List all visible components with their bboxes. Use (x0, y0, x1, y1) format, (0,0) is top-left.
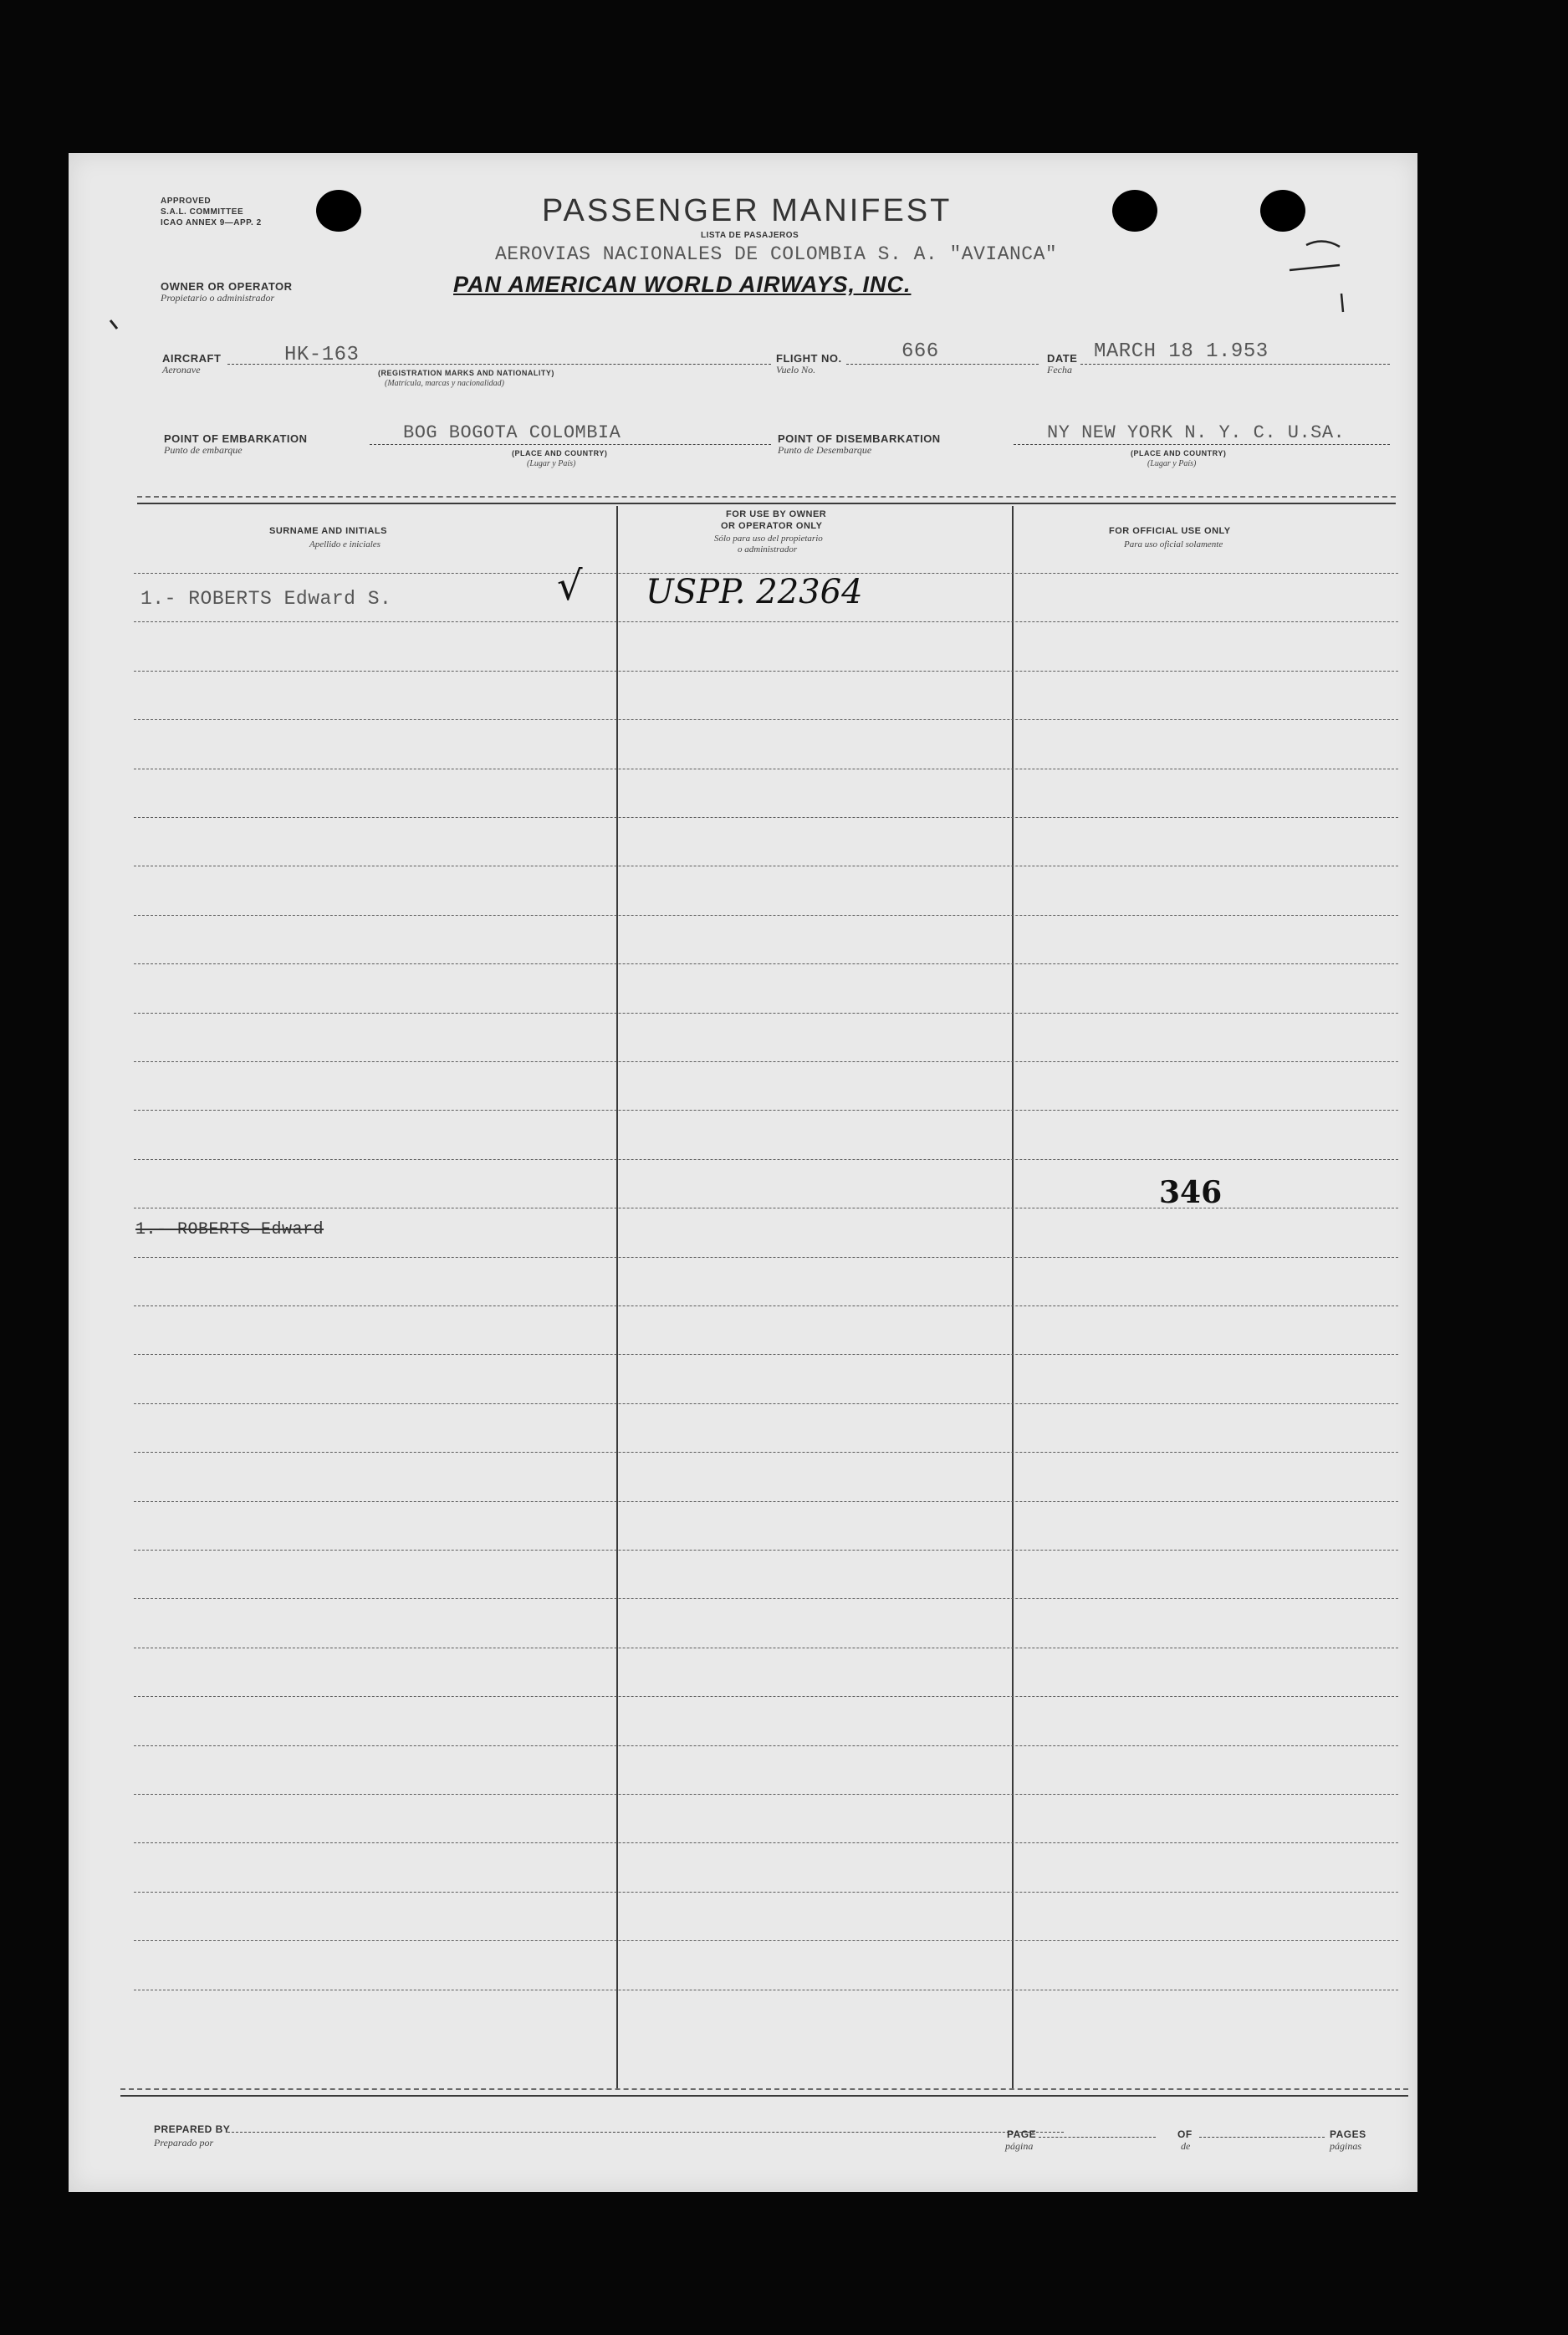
col-owner-header-es-2: o administrador (738, 544, 798, 554)
table-row-line (134, 1794, 1398, 1795)
approval-line-1: APPROVED (161, 197, 212, 206)
table-row-line (134, 1110, 1398, 1111)
aircraft-label-es: Aeronave (162, 364, 201, 376)
page-underline (1039, 2137, 1156, 2138)
table-row-line (134, 1159, 1398, 1160)
col-owner-header-es-1: Sólo para uso del propietario (714, 534, 823, 544)
disembark-label: POINT OF DISEMBARKATION (778, 432, 941, 445)
table-row-line (134, 671, 1398, 672)
table-row-line (134, 1892, 1398, 1893)
embark-hint: (PLACE AND COUNTRY) (512, 449, 608, 457)
punch-hole (1112, 190, 1157, 232)
pages-label: PAGES (1330, 2128, 1366, 2140)
embark-label-es: Punto de embarque (164, 444, 243, 456)
table-row-line (134, 1061, 1398, 1062)
table-row-line (134, 1452, 1398, 1453)
table-row-line (134, 1598, 1398, 1599)
table-row-line (134, 1842, 1398, 1843)
disembark-label-es: Punto de Desembarque (778, 444, 872, 456)
passenger-row-1-name: 1.- ROBERTS Edward S. (140, 588, 392, 610)
of-label-es: de (1181, 2140, 1191, 2152)
official-number-stamp: 346 (1159, 1175, 1223, 1210)
struck-out-entry: 1.- ROBERTS Edward (135, 1220, 324, 1239)
flight-label: FLIGHT NO. (776, 352, 842, 365)
column-divider-1 (616, 506, 618, 2088)
aircraft-value: HK-163 (284, 344, 360, 366)
prepared-by-label-es: Preparado por (154, 2137, 214, 2149)
col-surname-header: SURNAME AND INITIALS (269, 526, 387, 536)
table-row-line (134, 1013, 1398, 1014)
date-value: MARCH 18 1.953 (1094, 340, 1269, 363)
col-surname-header-es: Apellido e iniciales (309, 539, 381, 549)
embark-value: BOG BOGOTA COLOMBIA (403, 422, 621, 443)
operator-stamp: PAN AMERICAN WORLD AIRWAYS, INC. (453, 272, 912, 297)
table-row-line (134, 1403, 1398, 1404)
manifest-sheet (69, 153, 1417, 2192)
table-bottom-rule-2 (120, 2095, 1408, 2097)
passenger-row-1-note: USPP. 22364 (646, 573, 863, 611)
owner-label: OWNER OR OPERATOR (161, 280, 293, 293)
table-row-line (134, 1305, 1398, 1306)
embark-label: POINT OF EMBARKATION (164, 432, 308, 445)
disembark-underline (1014, 444, 1390, 445)
table-row-line (134, 1696, 1398, 1697)
table-top-rule-2 (137, 503, 1396, 504)
passenger-row-1-check: √ (557, 563, 583, 610)
page-title: PASSENGER MANIFEST (542, 193, 953, 228)
flight-underline (846, 364, 1039, 365)
table-row-line (134, 963, 1398, 964)
table-row-line (134, 915, 1398, 916)
aircraft-hint: (REGISTRATION MARKS AND NATIONALITY) (378, 369, 554, 377)
prepared-by-underline (227, 2132, 1064, 2133)
disembark-value: NY NEW YORK N. Y. C. U.SA. (1047, 422, 1346, 443)
col-official-header-es: Para uso oficial solamente (1124, 539, 1223, 549)
table-row-line (134, 1550, 1398, 1551)
aircraft-hint-es: (Matrícula, marcas y nacionalidad) (385, 379, 504, 388)
date-label: DATE (1047, 352, 1078, 365)
table-row-line (134, 1501, 1398, 1502)
table-row-line (134, 1940, 1398, 1941)
table-top-rule (137, 496, 1396, 498)
date-label-es: Fecha (1047, 364, 1072, 376)
col-official-header: FOR OFFICIAL USE ONLY (1109, 526, 1231, 536)
col-owner-header-1: FOR USE BY OWNER (726, 509, 827, 519)
owner-label-es: Propietario o administrador (161, 292, 275, 304)
disembark-hint: (PLACE AND COUNTRY) (1131, 449, 1227, 457)
table-row-line (134, 1354, 1398, 1355)
operator-typed: AEROVIAS NACIONALES DE COLOMBIA S. A. "AVIANCA" (495, 243, 1058, 265)
page-title-es: LISTA DE PASAJEROS (701, 231, 799, 240)
page-label: PAGE (1007, 2128, 1037, 2140)
table-bottom-rule (120, 2088, 1408, 2090)
page-label-es: página (1005, 2140, 1034, 2152)
aircraft-label: AIRCRAFT (162, 352, 222, 365)
table-row-line (134, 1745, 1398, 1746)
punch-hole (1260, 190, 1305, 232)
approval-line-2: S.A.L. COMMITTEE (161, 207, 244, 217)
embark-hint-es: (Lugar y País) (527, 459, 576, 468)
margin-pen-marks (69, 153, 1417, 2192)
disembark-hint-es: (Lugar y País) (1147, 459, 1197, 468)
table-row-line (134, 621, 1398, 622)
aircraft-underline (227, 364, 771, 365)
col-owner-header-2: OR OPERATOR ONLY (721, 521, 823, 531)
flight-label-es: Vuelo No. (776, 364, 816, 376)
prepared-by-label: PREPARED BY (154, 2123, 231, 2135)
embark-underline (370, 444, 771, 445)
approval-line-3: ICAO ANNEX 9—APP. 2 (161, 218, 262, 227)
of-underline (1199, 2137, 1325, 2138)
column-divider-2 (1012, 506, 1014, 2088)
pages-label-es: páginas (1330, 2140, 1362, 2152)
of-label: OF (1177, 2128, 1193, 2140)
table-row-line (134, 719, 1398, 720)
punch-hole (316, 190, 361, 232)
table-row-line (134, 817, 1398, 818)
flight-value: 666 (901, 340, 939, 363)
date-underline (1080, 364, 1390, 365)
table-row-line (134, 1257, 1398, 1258)
